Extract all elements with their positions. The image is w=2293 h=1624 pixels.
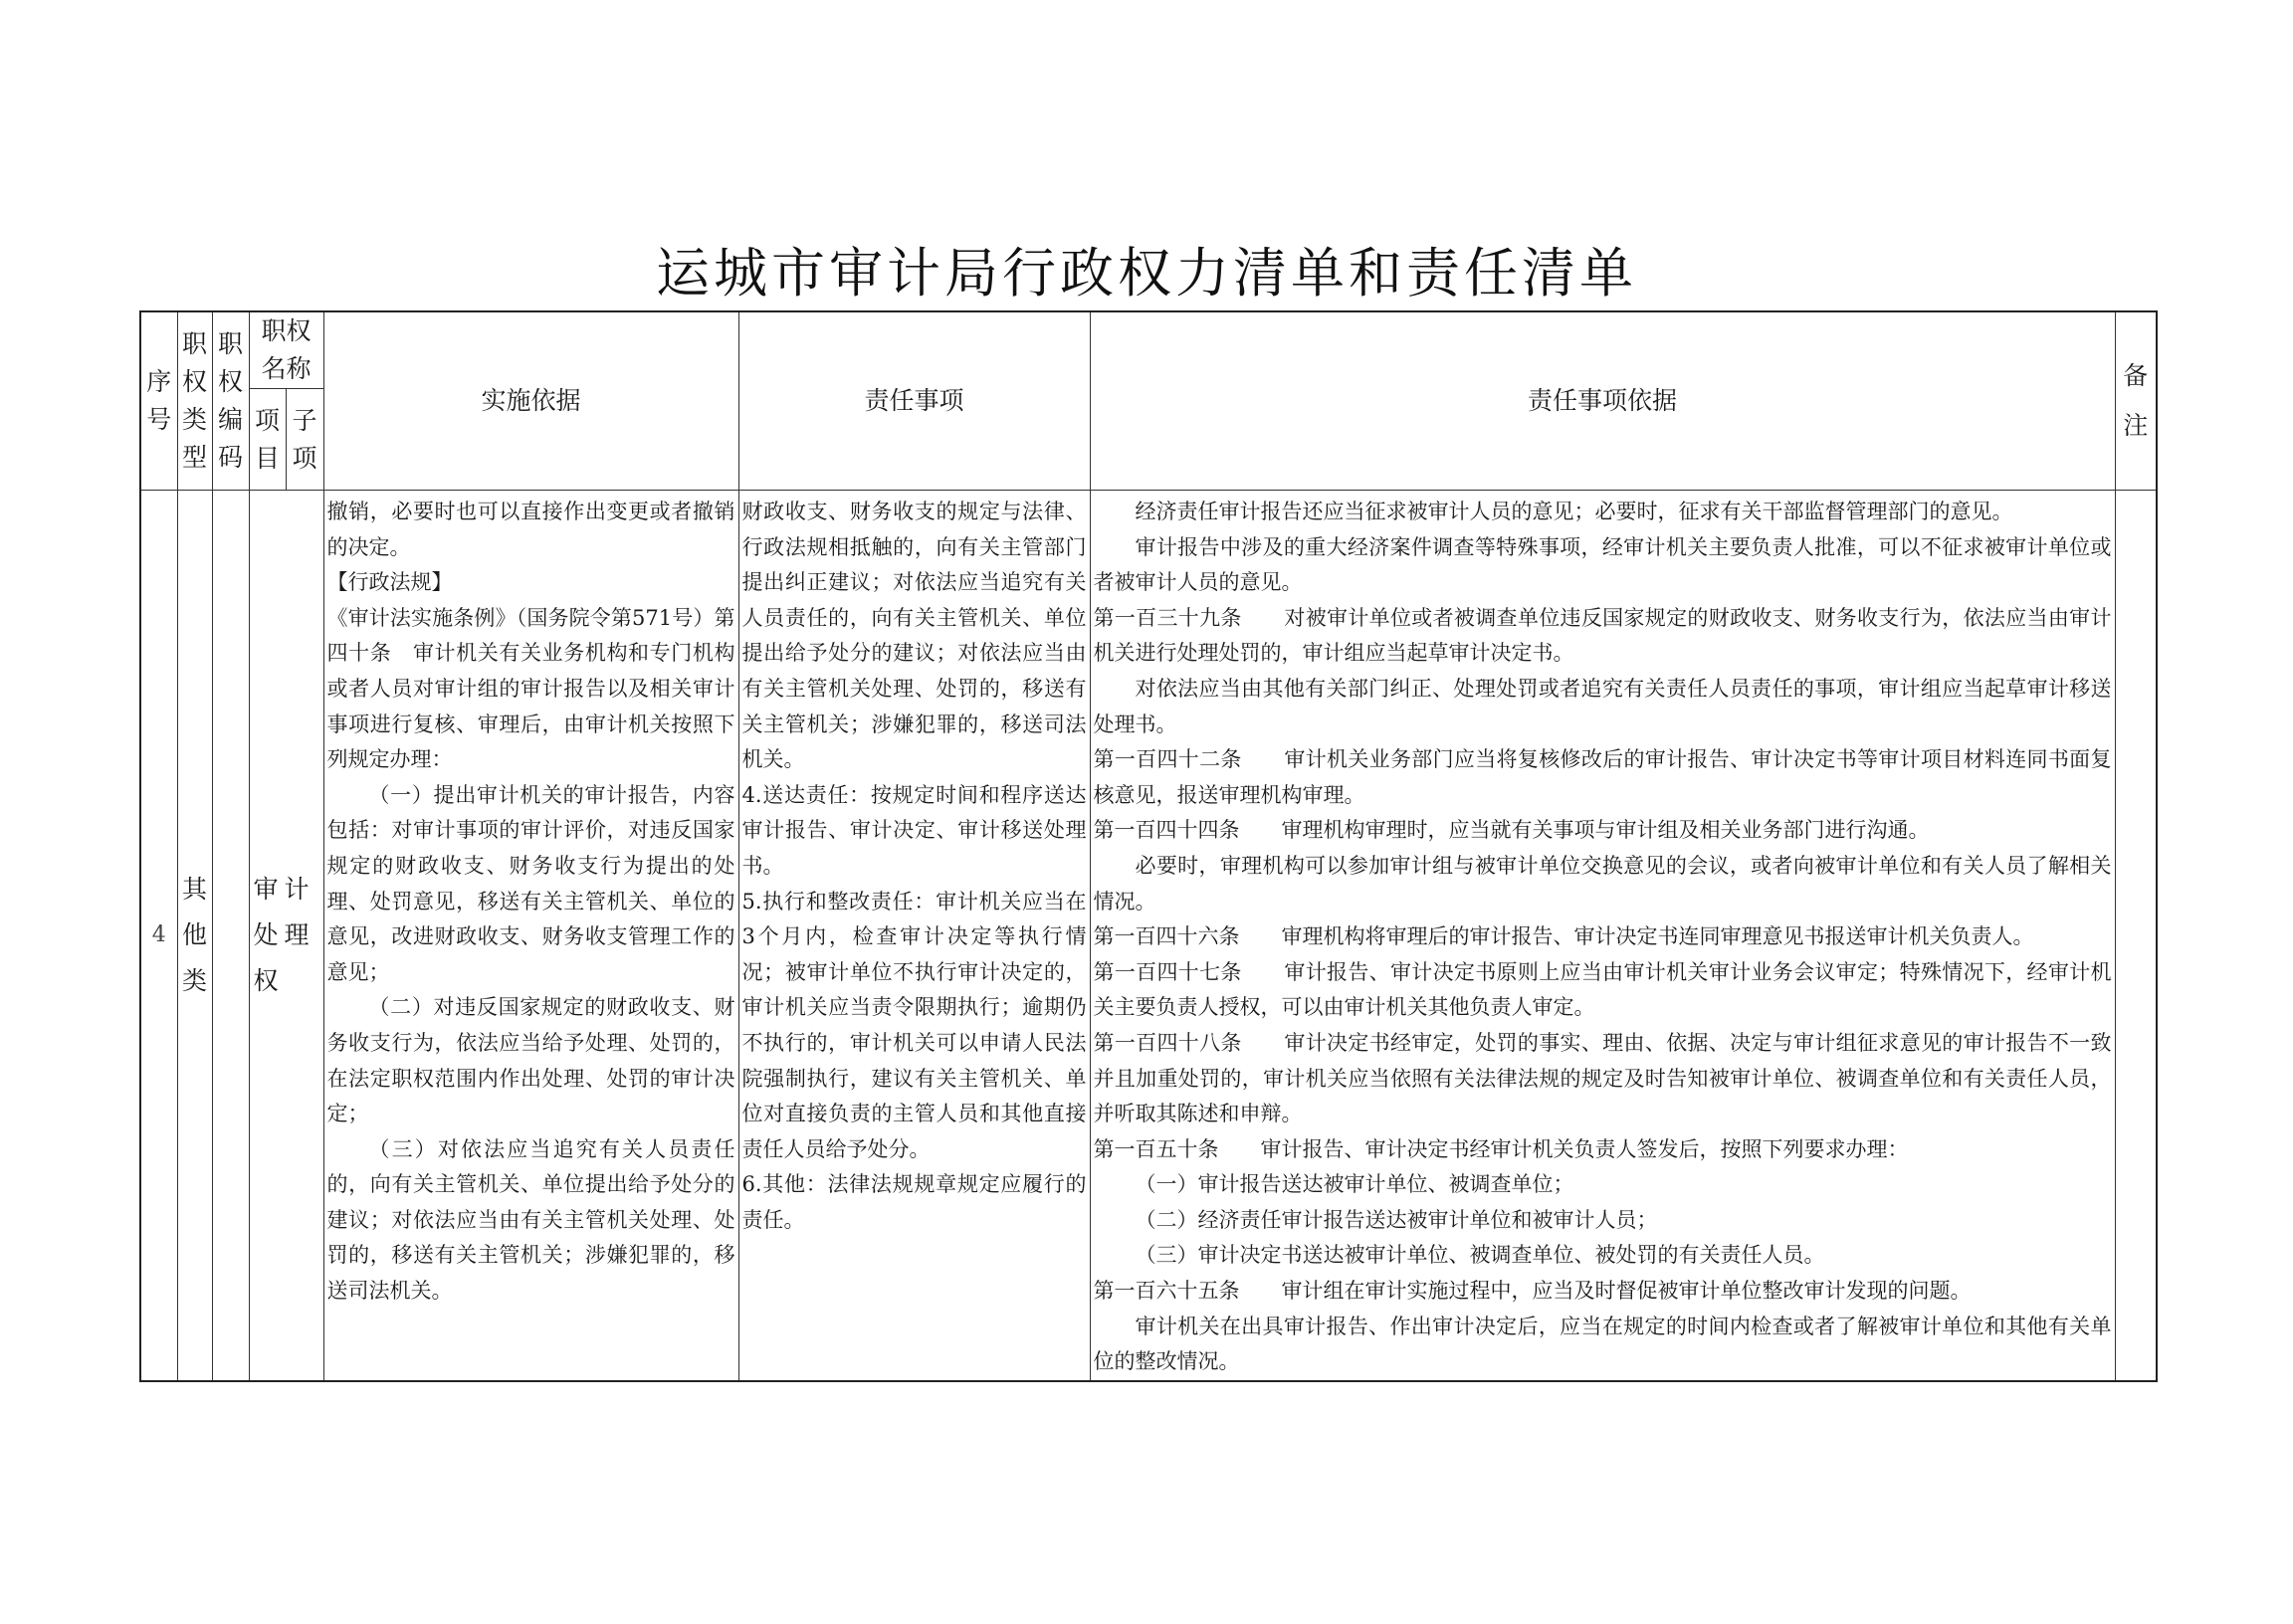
header-item bbox=[249, 389, 286, 491]
header-duty-basis: 责任事项依据 bbox=[1090, 311, 2115, 491]
duty-basis-paragraph: 经济责任审计报告还应当征求被审计人员的意见；必要时，征求有关干部监督管理部门的意见。 bbox=[1135, 500, 2013, 523]
duty-basis-paragraph: 审计机关在出具审计报告、作出审计决定后，应当在规定的时间内检查或者了解被审计单位和其他有关单位的整改情况。 bbox=[1093, 1314, 2112, 1374]
header-name-group-label: 职权名称 bbox=[261, 316, 312, 383]
row-seq: 4 bbox=[140, 491, 177, 1381]
duty-basis-paragraph: （二）经济责任审计报告送达被审计单位和被审计人员； bbox=[1135, 1207, 1658, 1232]
header-type bbox=[177, 311, 212, 491]
basis-paragraph: （一）提出审计机关的审计报告，内容包括：对审计事项的审计评价，对违反国家规定的财政收支、财务收支行为提出的处理、处罚意见，移送有关主管机关、单位的意见，改进财政收支、财务收支管理工作的意见； bbox=[326, 782, 735, 984]
duty-basis-paragraph: 对依法应当由其他有关部门纠正、处理处罚或者追究有关责任人员责任的事项，审计组应当起草审计移送处理书。 bbox=[1093, 676, 2112, 736]
row-remark bbox=[2115, 491, 2157, 1381]
header-name-group bbox=[249, 311, 323, 389]
duty-basis-paragraph: （一）审计报告送达被审计单位、被调查单位； bbox=[1135, 1172, 1574, 1197]
header-subitem-label: 子项 bbox=[292, 405, 317, 473]
duty-basis-paragraph: 第一百四十四条 审理机构审理时，应当就有关事项与审计组及相关业务部门进行沟通。 bbox=[1093, 818, 1930, 843]
header-remark-label: 备注 bbox=[2123, 361, 2149, 440]
row-duty-basis bbox=[1090, 491, 2115, 1381]
header-seq-label: 序号 bbox=[146, 367, 172, 434]
duty-paragraph: 5.执行和整改责任：审计机关应当在3个月内，检查审计决定等执行情况；被审计单位不执行审计决定的，审计机关应当责令限期执行；逾期仍不执行的，审计机关可以申请人民法院强制执行，建议有关主管机关、单位对直接负责的主管人员和其他直接责任人员给予处分。 bbox=[741, 889, 1087, 1161]
duty-basis-paragraph: 第一百三十九条 对被审计单位或者被调查单位违反国家规定的财政收支、财务收支行为，依法应当由审计机关进行处理处罚的，审计组应当起草审计决定书。 bbox=[1093, 605, 2112, 666]
duty-basis-paragraph: 第一百五十条 审计报告、审计决定书经审计机关负责人签发后，按照下列要求办理： bbox=[1093, 1136, 1909, 1161]
row-type bbox=[177, 491, 212, 1381]
duty-paragraph: 4.送达责任：按规定时间和程序送达审计报告、审计决定、审计移送处理书。 bbox=[741, 782, 1087, 878]
power-list-table bbox=[139, 310, 2158, 1382]
basis-paragraph: （二）对违反国家规定的财政收支、财务收支行为，依法应当给予处理、处罚的，在法定职权范围内作出处理、处罚的审计决定； bbox=[326, 995, 735, 1126]
basis-paragraph: 撤销，必要时也可以直接作出变更或者撤销的决定。 bbox=[326, 500, 735, 559]
duty-basis-paragraph: 必要时，审理机构可以参加审计组与被审计单位交换意见的会议，或者向被审计单位和有关人员了解相关情况。 bbox=[1093, 853, 2112, 914]
duty-basis-paragraph: 第一百四十八条 审计决定书经审定，处罚的事实、理由、依据、决定与审计组征求意见的审计报告不一致并且加重处罚的，审计机关应当依照有关法律法规的规定及时告知被审计单位、被调查单位和有关责任人员，并听取其陈述和申辩。 bbox=[1093, 1030, 2112, 1126]
duty-paragraph: 财政收支、财务收支的规定与法律、行政法规相抵触的，向有关主管部门提出纠正建议；对依法应当追究有关人员责任的，向有关主管机关、单位提出给予处分的建议；对依法应当由有关主管机关处理、处罚的，移送有关主管机关；涉嫌犯罪的，移送司法机关。 bbox=[741, 500, 1087, 772]
header-duty: 责任事项 bbox=[738, 311, 1090, 491]
header-subitem bbox=[286, 389, 323, 491]
header-remark bbox=[2115, 311, 2157, 491]
row-name: 审计处理权 bbox=[249, 491, 323, 1381]
header-seq bbox=[140, 311, 177, 491]
duty-basis-paragraph: 第一百四十二条 审计机关业务部门应当将复核修改后的审计报告、审计决定书等审计项目材料连同书面复核意见，报送审理机构审理。 bbox=[1093, 747, 2112, 807]
header-type-label: 职权类型 bbox=[181, 329, 207, 472]
basis-paragraph: （三）对依法应当追究有关人员责任的，向有关主管机关、单位提出给予处分的建议；对依法应当由有关主管机关处理、处罚的，移送有关主管机关；涉嫌犯罪的，移送司法机关。 bbox=[326, 1136, 735, 1304]
duty-basis-paragraph: （三）审计决定书送达被审计单位、被调查单位、被处罚的有关责任人员。 bbox=[1135, 1243, 1825, 1268]
row-type-label: 其他类 bbox=[181, 874, 207, 995]
duty-basis-paragraph: 第一百六十五条 审计组在审计实施过程中，应当及时督促被审计单位整改审计发现的问题。 bbox=[1093, 1279, 1972, 1304]
duty-basis-paragraph: 第一百四十六条 审理机构将审理后的审计报告、审计决定书连同审理意见书报送审计机关负责人。 bbox=[1093, 924, 2034, 949]
header-item-label: 项目 bbox=[254, 405, 280, 473]
page-title: 运城市审计局行政权力清单和责任清单 bbox=[656, 242, 1637, 304]
duty-paragraph: 6.其他：法律法规规章规定应履行的责任。 bbox=[741, 1172, 1087, 1232]
duty-basis-paragraph: 第一百四十七条 审计报告、审计决定书原则上应当由审计机关审计业务会议审定；特殊情况下，经审计机关主要负责人授权，可以由审计机关其他负责人审定。 bbox=[1093, 959, 2112, 1020]
basis-paragraph: 《审计法实施条例》（国务院令第571号）第四十条 审计机关有关业务机构和专门机构或者人员对审计组的审计报告以及相关审计事项进行复核、审理后，由审计机关按照下列规定办理： bbox=[326, 605, 735, 772]
header-code bbox=[212, 311, 249, 491]
row-duty bbox=[738, 491, 1090, 1381]
row-code bbox=[212, 491, 249, 1381]
duty-basis-paragraph: 审计报告中涉及的重大经济案件调查等特殊事项，经审计机关主要负责人批准，可以不征求被审计单位或者被审计人员的意见。 bbox=[1093, 534, 2112, 595]
header-code-label: 职权编码 bbox=[217, 329, 243, 472]
row-basis bbox=[323, 491, 738, 1381]
table-row bbox=[140, 491, 2157, 1381]
header-basis: 实施依据 bbox=[323, 311, 738, 491]
basis-paragraph: 【行政法规】 bbox=[326, 570, 453, 595]
